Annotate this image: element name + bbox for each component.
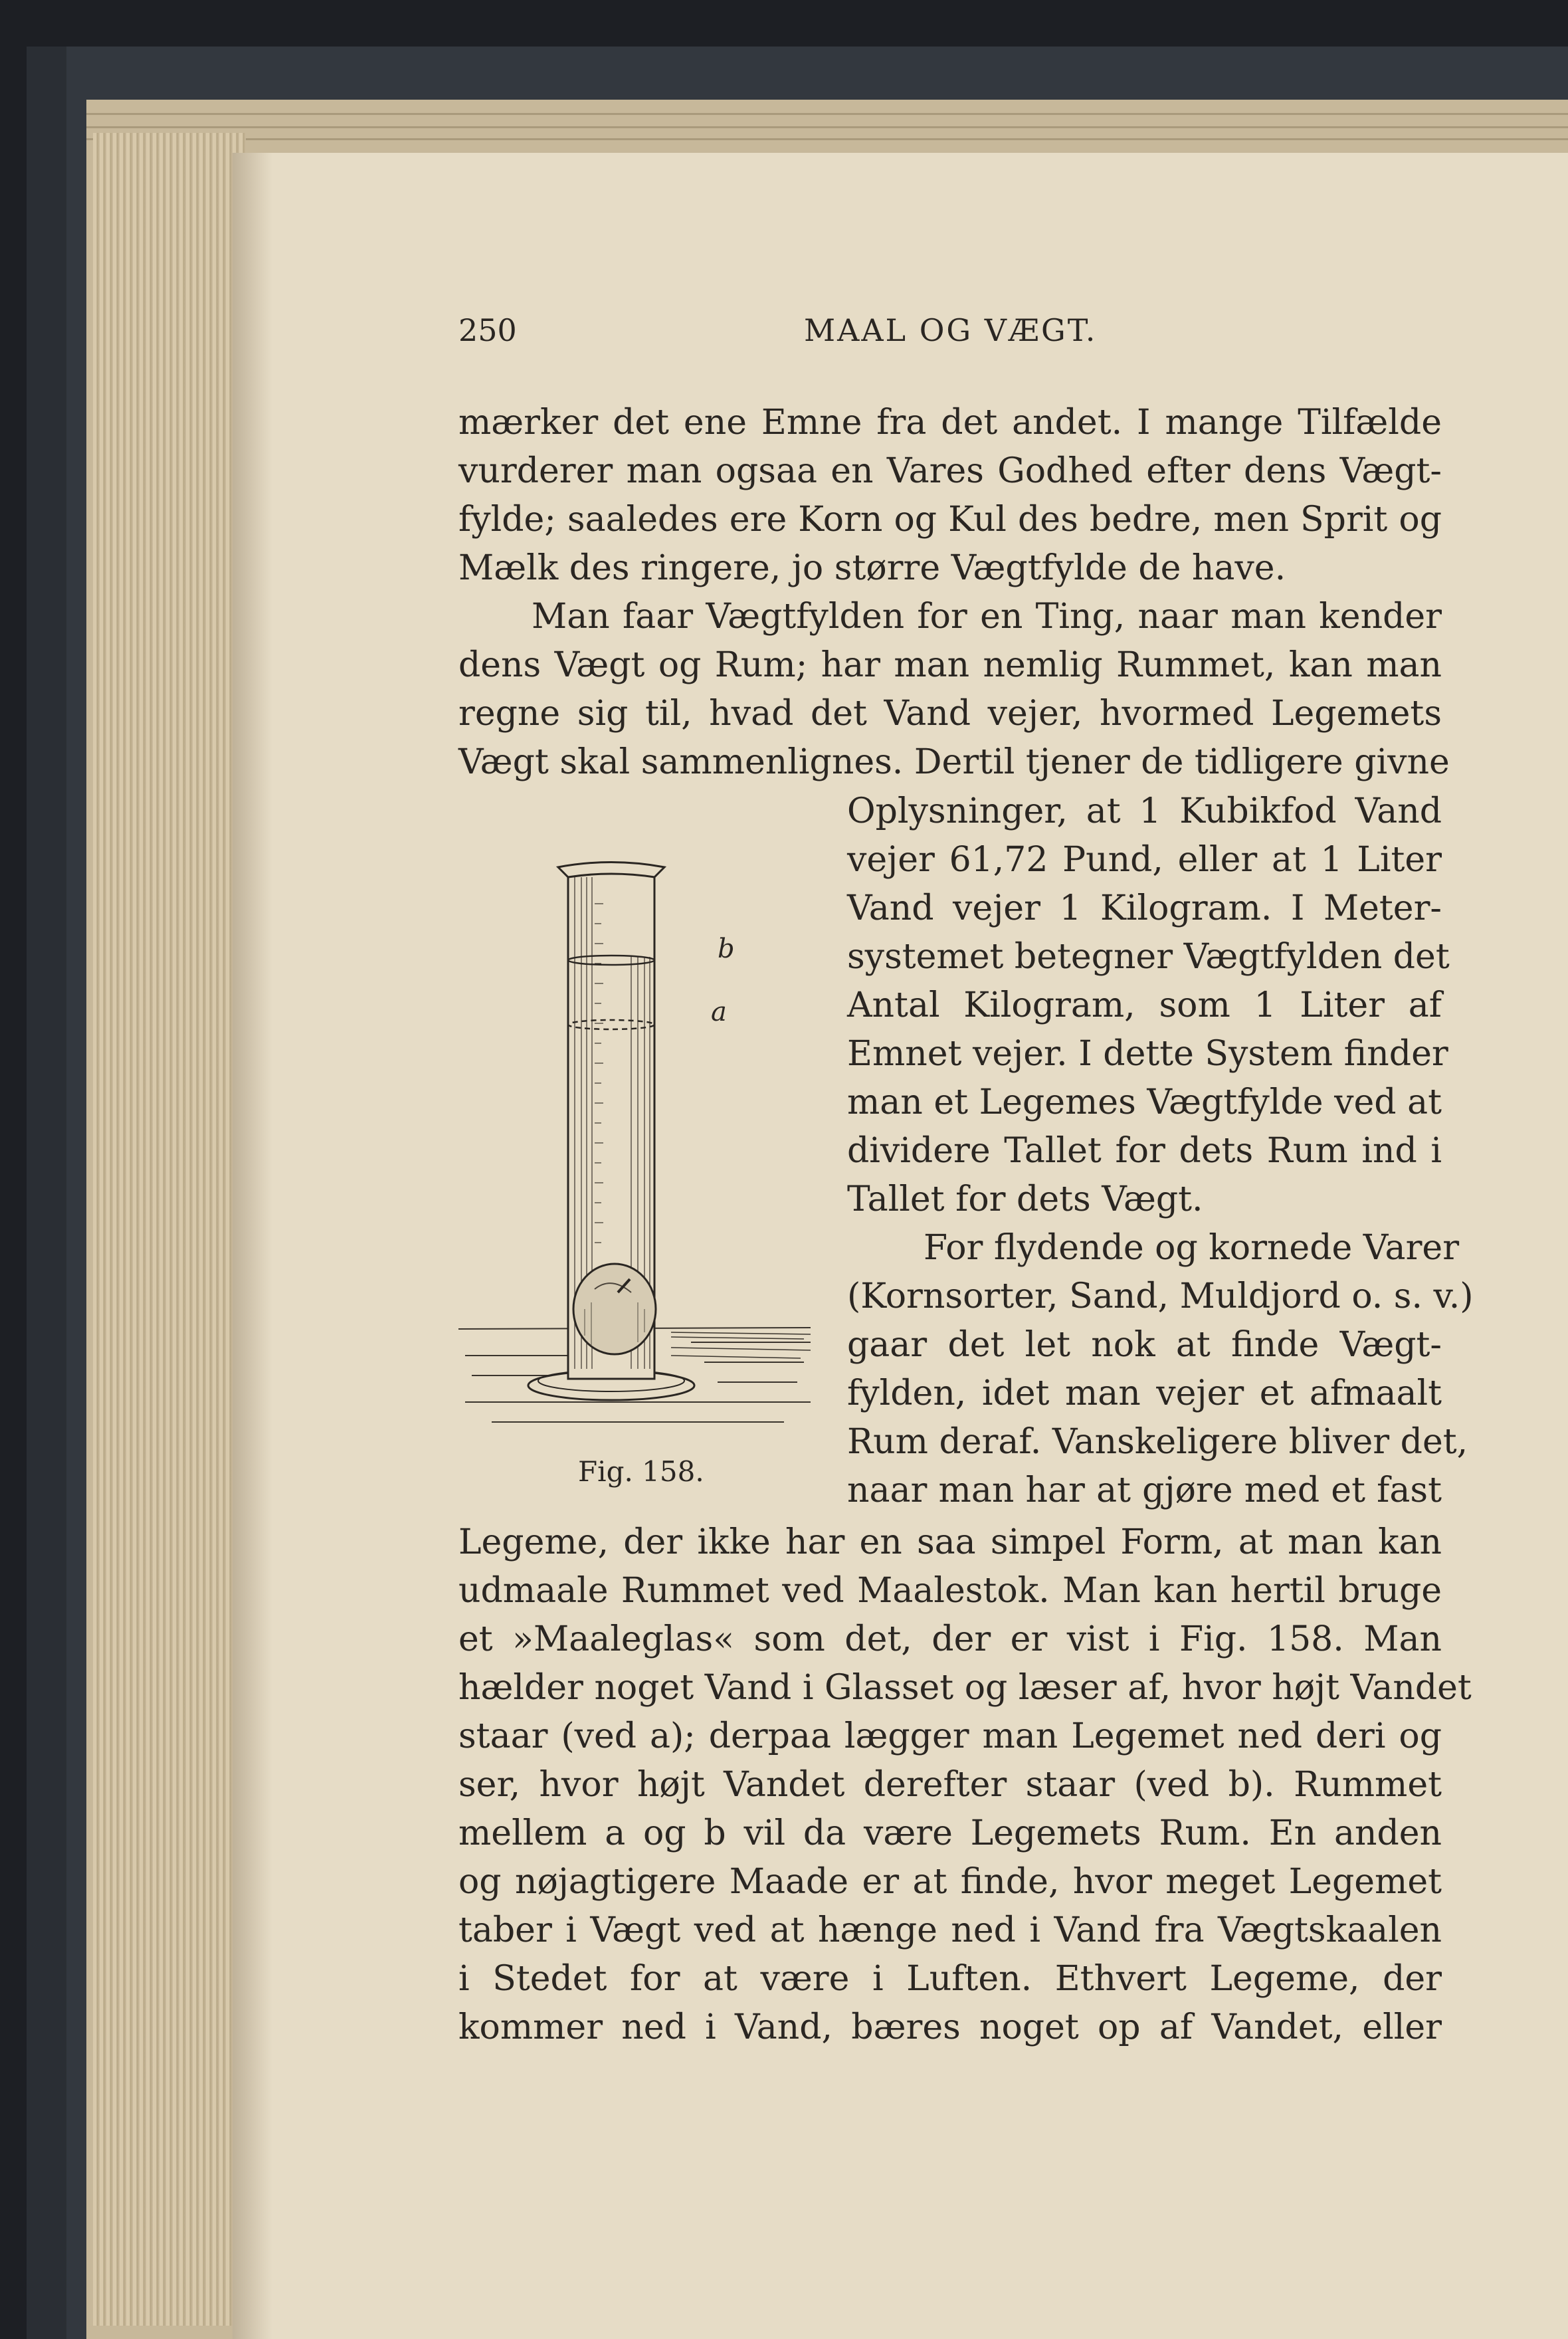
text-line: kommer ned i Vand, bæres noget op af Vandet, eller: [458, 2007, 1442, 2047]
page-edges: [93, 133, 246, 2326]
text-line: Legeme, der ikke har en saa simpel Form, at man kan: [458, 1522, 1442, 1562]
page-number: 250: [458, 312, 517, 348]
text-line: (Kornsorter, Sand, Muldjord o. s. v.): [847, 1276, 1474, 1316]
text-line: Rum deraf. Vanskeligere bliver det,: [847, 1422, 1468, 1462]
text-line: Vægt skal sammenlignes. Dertil tjener de tidligere givne: [458, 742, 1450, 782]
text-line: mærker det ene Emne fra det andet. I mange Tilfælde: [458, 403, 1442, 443]
text-line: fylde; saaledes ere Korn og Kul des bedre, men Sprit og: [458, 500, 1442, 540]
text-line: For flydende og kornede Varer: [924, 1228, 1460, 1268]
text-line: naar man har at gjøre med et fast: [847, 1471, 1442, 1510]
figure-caption: Fig. 158.: [578, 1455, 704, 1488]
page-gutter-shadow: [233, 153, 272, 2339]
text-line: vurderer man ogsaa en Vares Godhed efter dens Vægt-: [458, 451, 1442, 491]
text-line: mellem a og b vil da være Legemets Rum. En anden: [458, 1813, 1442, 1853]
text-line: fylden, idet man vejer et afmaalt: [847, 1373, 1442, 1413]
text-line: taber i Vægt ved at hænge ned i Vand fra Vægtskaalen: [458, 1910, 1442, 1950]
text-line: regne sig til, hvad det Vand vejer, hvormed Legemets: [458, 694, 1442, 734]
text-line: Vand vejer 1 Kilogram. I Meter-: [847, 888, 1442, 928]
label-b: b: [718, 934, 735, 964]
text-line: gaar det let nok at finde Vægt-: [847, 1325, 1442, 1365]
figure-measuring-glass: [452, 851, 824, 1475]
book-spine-edge: [27, 47, 66, 2339]
running-title: MAAL OG VÆGT.: [804, 312, 1098, 348]
text-line: hælder noget Vand i Glasset og læser af, hvor højt Vandet: [458, 1668, 1472, 1708]
text-block-bottom: [458, 1518, 1472, 2052]
text-line: udmaale Rummet ved Maalestok. Man kan hertil bruge: [458, 1571, 1442, 1611]
text-line: Oplysninger, at 1 Kubikfod Vand: [847, 791, 1442, 831]
text-line: man et Legemes Vægtfylde ved at: [847, 1082, 1442, 1122]
text-line: vejer 61,72 Pund, eller at 1 Liter: [847, 840, 1442, 880]
text-line: dens Vægt og Rum; har man nemlig Rummet, kan man: [458, 645, 1442, 685]
text-line: Emnet vejer. I dette System finder: [847, 1034, 1448, 1074]
text-line: Antal Kilogram, som 1 Liter af: [847, 985, 1442, 1025]
text-block-beside-figure: [847, 787, 1474, 1515]
text-line: Tallet for dets Vægt.: [847, 1179, 1203, 1219]
text-line: dividere Tallet for dets Rum ind i: [847, 1131, 1442, 1171]
text-line: Man faar Vægtfylden for en Ting, naar man kender: [532, 597, 1442, 637]
text-line: og nøjagtigere Maade er at finde, hvor meget Legemet: [458, 1862, 1442, 1902]
text-line: et »Maaleglas« som det, der er vist i Fig. 158. Man: [458, 1619, 1442, 1659]
measuring-glass-illustration: [452, 851, 824, 1475]
text-line: i Stedet for at være i Luften. Ethvert Legeme, der: [458, 1959, 1442, 1999]
text-line: ser, hvor højt Vandet derefter staar (ved b). Rummet: [458, 1765, 1442, 1805]
text-line: staar (ved a); derpaa lægger man Legemet ned deri og: [458, 1716, 1442, 1756]
label-a: a: [711, 997, 727, 1027]
text-line: systemet betegner Vægtfylden det: [847, 937, 1450, 977]
text-block-top: [458, 399, 1450, 787]
text-line: Mælk des ringere, jo større Vægtfylde de have.: [458, 548, 1286, 588]
